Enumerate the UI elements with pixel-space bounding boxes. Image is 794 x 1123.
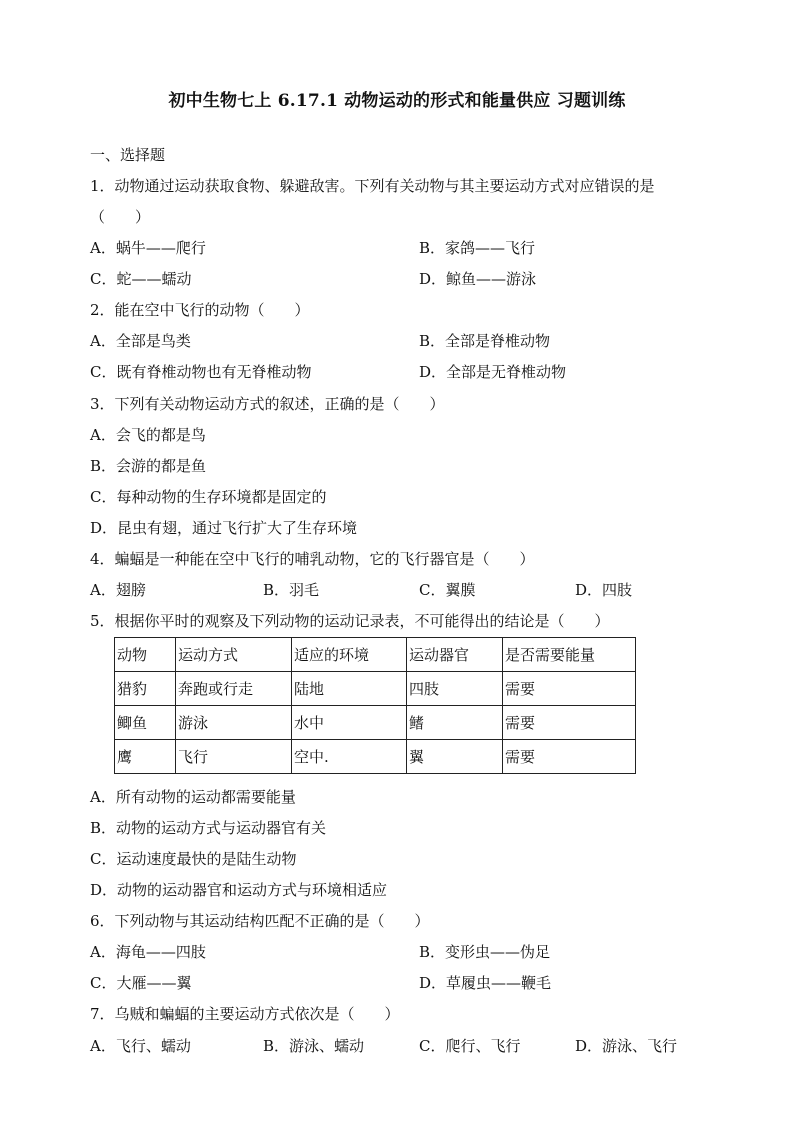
table-header-cell: 动物 xyxy=(115,638,176,672)
question-3-option-a: A．会飞的都是鸟 xyxy=(90,426,206,444)
question-1-option-c: C．蛇——蠕动 xyxy=(90,270,192,288)
motion-record-table xyxy=(114,637,636,774)
question-2-stem: 2．能在空中飞行的动物（ ） xyxy=(90,301,310,319)
question-4-option-d: D．四肢 xyxy=(575,581,633,599)
table-header-cell: 运动方式 xyxy=(176,638,292,672)
question-4-option-c: C．翼膜 xyxy=(419,581,476,599)
table-cell: 空中. xyxy=(292,740,407,774)
section-heading: 一、选择题 xyxy=(90,146,166,164)
question-1-stem: 1．动物通过运动获取食物、躲避敌害。下列有关动物与其主要运动方式对应错误的是 xyxy=(90,177,655,195)
table-header-cell: 运动器官 xyxy=(407,638,503,672)
table-cell: 猎豹 xyxy=(115,672,176,706)
table-cell: 游泳 xyxy=(176,706,292,740)
question-5-option-b: B．动物的运动方式与运动器官有关 xyxy=(90,819,327,837)
question-5-option-d: D．动物的运动器官和运动方式与环境相适应 xyxy=(90,881,388,899)
question-6-option-b: B．变形虫——伪足 xyxy=(419,943,551,961)
question-7-option-d: D．游泳、飞行 xyxy=(575,1037,678,1055)
question-3-option-c: C．每种动物的生存环境都是固定的 xyxy=(90,488,327,506)
question-5-option-c: C．运动速度最快的是陆生动物 xyxy=(90,850,297,868)
table-cell: 需要 xyxy=(503,672,636,706)
table-header-row xyxy=(115,638,636,672)
question-6-option-a: A．海龟——四肢 xyxy=(90,943,206,961)
table-cell: 鳍 xyxy=(407,706,503,740)
question-5-stem: 5．根据你平时的观察及下列动物的运动记录表，不可能得出的结论是（ ） xyxy=(90,612,610,630)
table-cell: 四肢 xyxy=(407,672,503,706)
table-cell: 水中 xyxy=(292,706,407,740)
question-4-stem: 4．蝙蝠是一种能在空中飞行的哺乳动物，它的飞行器官是（ ） xyxy=(90,550,535,568)
table-cell: 奔跑或行走 xyxy=(176,672,292,706)
question-6-option-c: C．大雁——翼 xyxy=(90,974,192,992)
question-6-stem: 6．下列动物与其运动结构匹配不正确的是（ ） xyxy=(90,912,430,930)
table-cell: 需要 xyxy=(503,740,636,774)
question-1-stem-cont: （ ） xyxy=(90,208,151,226)
table-cell: 鹰 xyxy=(115,740,176,774)
question-2-option-a: A．全部是鸟类 xyxy=(90,332,191,350)
table-row xyxy=(115,740,636,774)
question-7-option-a: A．飞行、蠕动 xyxy=(90,1037,191,1055)
question-7-stem: 7．乌贼和蝙蝠的主要运动方式依次是（ ） xyxy=(90,1005,400,1023)
table-cell: 鲫鱼 xyxy=(115,706,176,740)
question-4-option-a: A．翅膀 xyxy=(90,581,146,599)
question-2-option-c: C．既有脊椎动物也有无脊椎动物 xyxy=(90,363,312,381)
table-header-cell: 是否需要能量 xyxy=(503,638,636,672)
question-2-option-d: D．全部是无脊椎动物 xyxy=(419,363,567,381)
question-1-option-b: B．家鸽——飞行 xyxy=(419,239,536,257)
question-2-option-b: B．全部是脊椎动物 xyxy=(419,332,551,350)
question-6-option-d: D．草履虫——鞭毛 xyxy=(419,974,552,992)
table-header-cell: 适应的环境 xyxy=(292,638,407,672)
table-cell: 飞行 xyxy=(176,740,292,774)
table-row xyxy=(115,706,636,740)
table-row xyxy=(115,672,636,706)
question-7-option-c: C．爬行、飞行 xyxy=(419,1037,521,1055)
question-3-stem: 3．下列有关动物运动方式的叙述，正确的是（ ） xyxy=(90,395,445,413)
table-cell: 翼 xyxy=(407,740,503,774)
question-5-option-a: A．所有动物的运动都需要能量 xyxy=(90,788,296,806)
question-7-option-b: B．游泳、蠕动 xyxy=(263,1037,365,1055)
table-cell: 陆地 xyxy=(292,672,407,706)
question-1-option-a: A．蜗牛——爬行 xyxy=(90,239,206,257)
page-title: 初中生物七上 6.17.1 动物运动的形式和能量供应 习题训练 xyxy=(168,91,626,111)
question-1-option-d: D．鲸鱼——游泳 xyxy=(419,270,537,288)
question-3-option-b: B．会游的都是鱼 xyxy=(90,457,207,475)
question-3-option-d: D．昆虫有翅，通过飞行扩大了生存环境 xyxy=(90,519,358,537)
table-cell: 需要 xyxy=(503,706,636,740)
question-4-option-b: B．羽毛 xyxy=(263,581,320,599)
